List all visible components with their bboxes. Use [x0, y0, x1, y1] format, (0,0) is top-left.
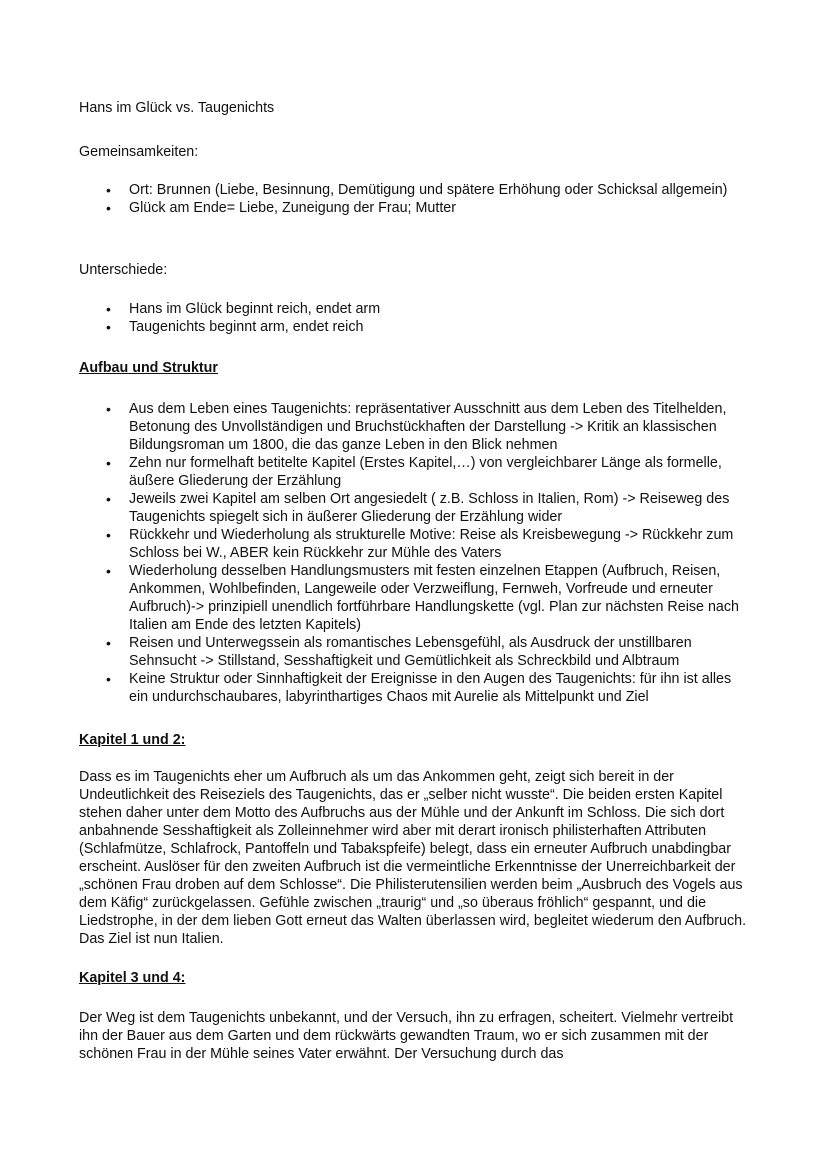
paragraph-kapitel-1-und-2: Dass es im Taugenichts eher um Aufbruch als um das Ankommen geht, zeigt sich bereit in der Undeutlichkeit des Reiseziels des Taugenichts, das er „selber nicht wusste“. Die beiden ersten Kapitel stehen daher unter dem Motto des Aufbruchs aus der Mühle und der Ankunft im Schloss. Die sich dort anbahnende Sesshaftigkeit als Zolleinnehmer wird aber mit derart ironisch philisterhaften Attributen (Schlafmütze, Schlafrock, Pantoffeln und Tabakspfeife) belegt, dass ein erneuter Aufbruch unabdingbar erscheint. Auslöser für den zweiten Aufbruch ist die vermeintliche Erkenntnisse der Unerreichbarkeit der „schönen Frau droben auf dem Schlosse“. Die Philisterutensilien werden beim „Ausbruch des Vogels aus dem Käfig“ zurückgelassen. Gefühle zwischen „traurig“ und „so überaus fröhlich“ gespannt, und die Liedstrophe, in der dem lieben Gott erneut das Walten überlassen wird, begleitet wiederum den Aufbruch. Das Ziel ist nun Italien. — [79, 769, 747, 947]
paragraph-kapitel-3-und-4: Der Weg ist dem Taugenichts unbekannt, und der Versuch, ihn zu erfragen, scheitert. Vielmehr vertreibt ihn der Bauer aus dem Garten und dem rückwärts gewandten Traum, wo er sich zusammen mit der schönen Frau in der Mühle seines Vater erwähnt. Der Versuchung durch das — [79, 1010, 734, 1062]
heading-kapitel-1-und-2: Kapitel 1 und 2: — [79, 732, 186, 748]
list-item: • Reisen und Unterwegssein als romantisches Lebensgefühl, als Ausdruck der unstillbaren Sehnsucht -> Stillstand, Sesshaftigkeit und Gemütlichkeit als Schreckbild und Albtraum — [79, 634, 749, 670]
list-item: • Hans im Glück beginnt reich, endet arm — [79, 300, 749, 318]
list-item: • Jeweils zwei Kapitel am selben Ort angesiedelt ( z.B. Schloss in Italien, Rom) -> Reiseweg des Taugenichts spiegelt sich in äußerer Gliederung der Erzählung wider — [79, 490, 749, 526]
list-item: • Glück am Ende= Liebe, Zuneigung der Frau; Mutter — [79, 199, 749, 217]
heading-kapitel-3-und-4: Kapitel 3 und 4: — [79, 970, 186, 986]
list-item: • Zehn nur formelhaft betitelte Kapitel (Erstes Kapitel,…) von vergleichbarer Länge als formelle, äußere Gliederung der Erzählung — [79, 454, 749, 490]
section-label-unterschiede: Unterschiede: — [79, 262, 168, 278]
heading-aufbau-und-struktur: Aufbau und Struktur — [79, 360, 218, 376]
document-title: Hans im Glück vs. Taugenichts — [79, 100, 275, 116]
gemeinsamkeiten-list — [79, 181, 749, 217]
list-item: • Taugenichts beginnt arm, endet reich — [79, 318, 749, 336]
list-item: • Wiederholung desselben Handlungsmusters mit festen einzelnen Etappen (Aufbruch, Reisen, Ankommen, Wohlbefinden, Langeweile oder Verzweiflung, Fernweh, Vorfreude und erneuter Aufbruch)-> prinzipiell unendlich fortführbare Handlungskette (vgl. Plan zur nächsten Reise nach Italien am Ende des letzten Kapitels) — [79, 562, 749, 634]
section-label-gemeinsamkeiten: Gemeinsamkeiten: — [79, 144, 199, 160]
unterschiede-list — [79, 300, 749, 336]
list-item: • Ort: Brunnen (Liebe, Besinnung, Demütigung und spätere Erhöhung oder Schicksal allgemein) — [79, 181, 749, 199]
list-item: • Keine Struktur oder Sinnhaftigkeit der Ereignisse in den Augen des Taugenichts: für ihn ist alles ein undurchschaubares, labyrinthartiges Chaos mit Aurelie als Mittelpunkt und Ziel — [79, 670, 749, 706]
list-item: • Rückkehr und Wiederholung als strukturelle Motive: Reise als Kreisbewegung -> Rückkehr zum Schloss bei W., ABER kein Rückkehr zur Mühle des Vaters — [79, 526, 749, 562]
list-item: • Aus dem Leben eines Taugenichts: repräsentativer Ausschnitt aus dem Leben des Titelhelden, Betonung des Unvollständigen und Bruchstückhaften der Darstellung -> Kritik an klassischen Bildungsroman um 1800, die das ganze Leben in den Blick nehmen — [79, 400, 749, 454]
aufbau-list — [79, 400, 749, 706]
